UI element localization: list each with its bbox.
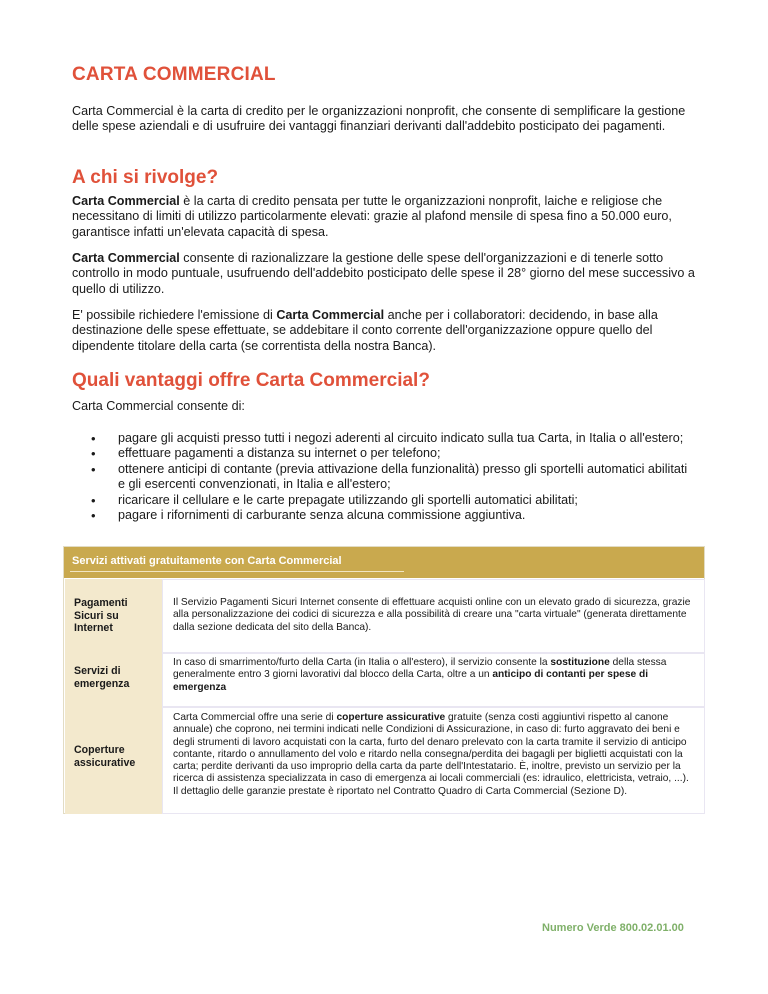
service-description-cell [162,579,705,653]
service-label-cell [65,653,162,707]
service-description-cell [162,707,705,814]
advantages-list [72,431,692,523]
service-label-insurance: Coperture assicurative [74,744,136,769]
audience-paragraph-2: Carta Commercial consente di razionalizzare la gestione delle spese dell'organizzazioni e di tenerle sotto controllo in modo puntuale, usufruendo dell'addebito posticipato delle spese il 28° giorno del mese successivo a quello di utilizzo. [72,251,695,296]
service-label-cell [65,707,162,814]
list-item: • ricaricare il cellulare e le carte prepagate utilizzando gli sportelli automatici abilitati; [91,492,578,508]
service-description-emergency: In caso di smarrimento/furto della Carta (in Italia o all'estero), il servizio consente la sostituzione della stessa generalmente entro 3 giorni lavorativi dal blocco della Carta, oltre a un anticipo di contanti per spese di emergenza [173,657,667,693]
intro-paragraph: Carta Commercial è la carta di credito per le organizzazioni nonprofit, che consente di semplificare la gestione delle spese aziendali e di usufruire dei vantaggi finanziari derivanti dall'addebito posticipato dei pagamenti. [72,104,686,134]
service-label-secure-payments: Pagamenti Sicuri su Internet [74,597,128,634]
bullet-icon: • [91,446,96,462]
product-name: Carta Commercial [72,251,180,265]
services-table-title: Servizi attivati gratuitamente con Carta Commercial [72,555,342,567]
service-description-insurance: Carta Commercial offre una serie di coperture assicurative gratuite (senza costi aggiuntivi rispetto al canone annuale) che coprono, nei termini indicati nelle Condizioni di Assicurazione, in caso di: furto aggravato dei beni e degli strumenti di lavoro acquistati con la carta, furto del denaro prelevato con la carta tramite il servizio di anticipo contante, ritardo o annullamento del volo e ritardo nella consegna/perdita dei bagagli per biglietti acquistati con la carta; perdite derivanti da uso improprio della carta da parte dell'Intestatario. È, inoltre, previsto un servizio per la ricerca di assistenza specializzata in caso di emergenza ai locali commerciali (es: idraulico, elettricista, vetraio, ...). Il dettaglio delle garanzie prestate è riportato nel Contratto Quadro di Carta Commercial (Sezione D). [173,712,689,797]
bullet-icon: • [91,492,96,508]
section-heading-audience: A chi si rivolge? [72,167,219,188]
product-name: Carta Commercial [72,194,180,208]
services-table [63,546,705,814]
list-item: • pagare i rifornimenti di carburante senza alcuna commissione aggiuntiva. [91,508,526,524]
services-table-header [64,547,704,578]
audience-paragraph-1: Carta Commercial è la carta di credito pensata per tutte le organizzazioni nonprofit, laiche e religiose che necessitano di limiti di utilizzo particolarmente elevati: grazie al plafond mensile di spesa fino a 50.000 euro, garantisce infatti un'elevata capacità di spesa. [72,194,672,239]
bullet-icon: • [91,431,96,446]
audience-paragraph-3: E' possibile richiedere l'emissione di Carta Commercial anche per i collaboratori: decidendo, in base alla destinazione delle spese effettuate, se addebitare il conto corrente dell'organizzazione oppure quello del dipendente titolare della carta (se correntista della nostra Banca). [72,308,658,353]
page-title: CARTA COMMERCIAL [72,64,276,85]
bullet-icon: • [91,508,96,524]
list-item: • effettuare pagamenti a distanza su internet o per telefono; [91,446,441,462]
service-description-cell [162,653,705,707]
service-label-cell [65,579,162,653]
advantages-lead: Carta Commercial consente di: [72,399,245,413]
hotline-number: Numero Verde 800.02.01.00 [542,922,684,934]
service-label-emergency: Servizi di emergenza [74,665,130,690]
header-underline [70,571,404,572]
service-description-secure-payments: Il Servizio Pagamenti Sicuri Internet consente di effettuare acquisti online con un elevato grado di sicurezza, grazie alla personalizzazione dei codici di sicurezza e alla possibilità di creare una "carta virtuale" (generata direttamente dalla sezione dedicata del sito della Banca). [173,597,691,633]
list-item: • ottenere anticipi di contante (previa attivazione della funzionalità) presso gli sportelli automatici abilitati e gli esercenti convenzionati, in Italia e all'estero; [91,461,688,492]
section-heading-advantages: Quali vantaggi offre Carta Commercial? [72,370,430,391]
list-item: • pagare gli acquisti presso tutti i negozi aderenti al circuito indicato sulla tua Carta, in Italia o all'estero; [91,431,684,446]
bullet-icon: • [91,461,96,477]
product-name: Carta Commercial [276,308,385,322]
